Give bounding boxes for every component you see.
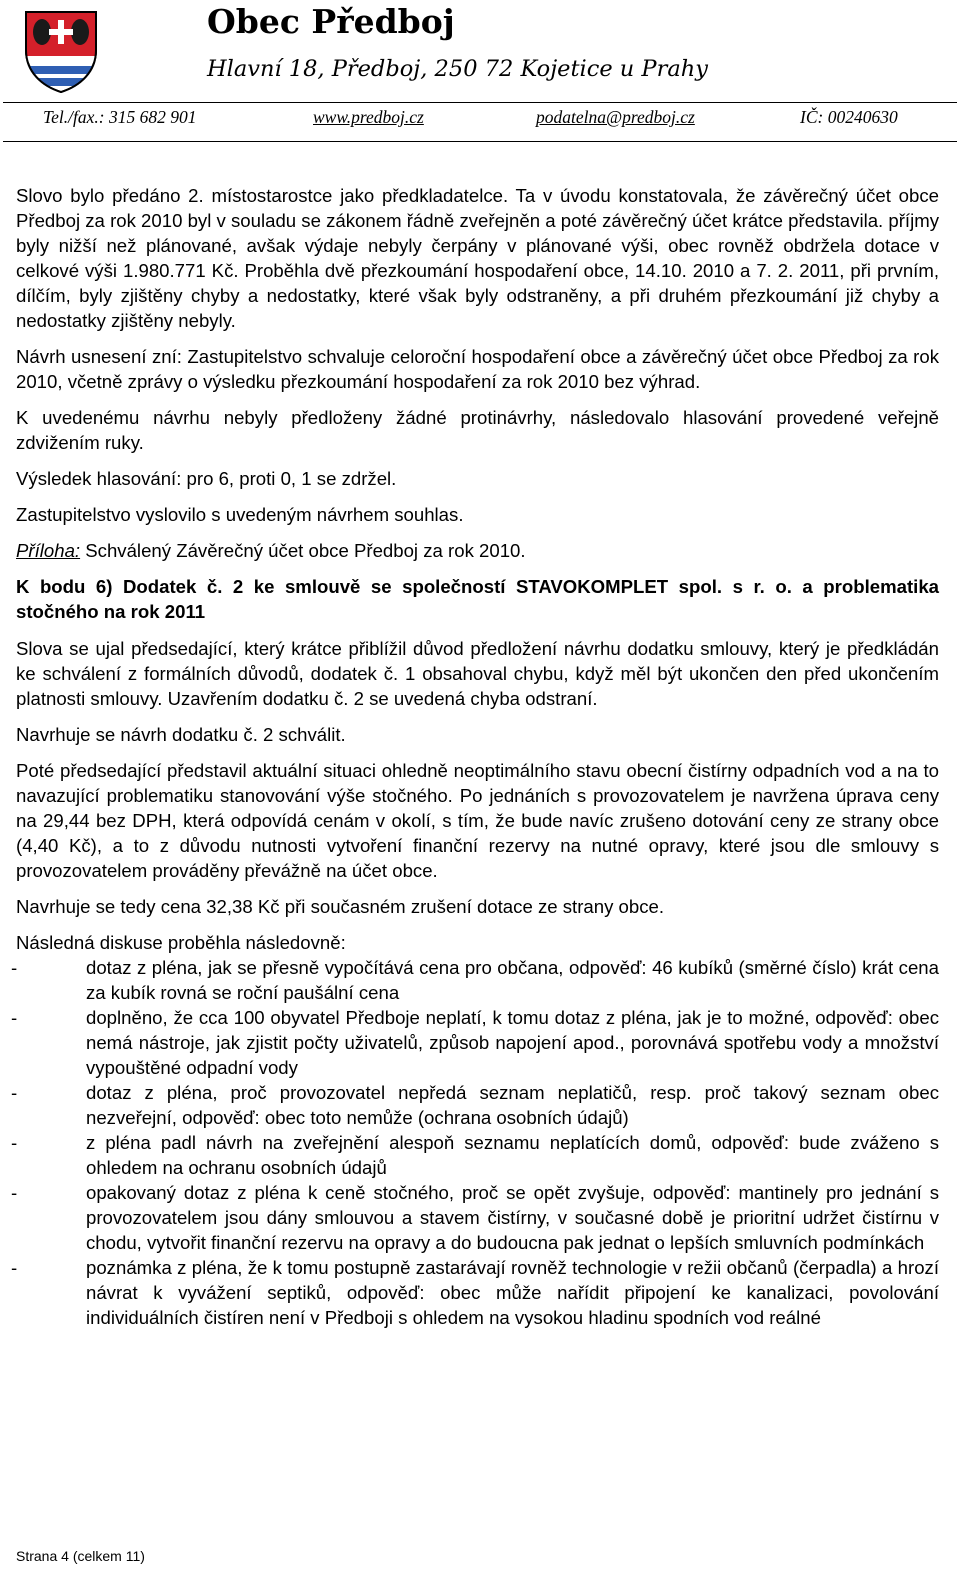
paragraph: Navrhuje se tedy cena 32,38 Kč při současném zrušení dotace ze strany obce. — [16, 896, 665, 917]
page-number: Strana 4 (celkem 11) — [16, 1548, 145, 1564]
paragraph: Výsledek hlasování: pro 6, proti 0, 1 se zdržel. — [16, 468, 397, 489]
website-link[interactable]: www.predboj.cz — [313, 107, 424, 127]
paragraph: Poté předsedající představil aktuální situaci ohledně neoptimálního stavu obecní čistírny odpadních vod a na to navazující problematiku stanovování výše stočného. Po jednáních s provozovatelem je navržena úprava ceny na 29,44 bez DPH, která odpovídá cenám v okolí, s tím, že bude navíc zrušeno dotování ceny ze strany obce (4,40 Kč), a to z důvodu nutnosti vytvoření finanční rezervy na nutné opravy, které jsou dle smlouvy s provozovatelem prováděny převážně na účet obce. — [16, 760, 939, 881]
email-link[interactable]: podatelna@predboj.cz — [536, 107, 695, 127]
list-dash: - — [11, 1132, 18, 1153]
section-heading: K bodu 6) Dodatek č. 2 ke smlouvě se společností STAVOKOMPLET spol. s r. o. a problematika stočného na rok 2011 — [16, 576, 939, 622]
list-item — [11, 1080, 939, 1130]
list-dash: - — [11, 1182, 18, 1203]
attachment-label: Příloha: — [16, 540, 81, 561]
list-item — [11, 1005, 939, 1080]
list-dash: - — [11, 1257, 18, 1278]
list-item-text: z pléna padl návrh na zveřejnění alespoň seznamu neplatících domů, odpověď: bude zváženo s ohledem na ochranu osobních údajů — [86, 1132, 939, 1178]
attachment-note — [16, 538, 939, 563]
list-dash: - — [11, 1082, 18, 1103]
list-item-text: doplněno, že cca 100 obyvatel Předboje neplatí, k tomu dotaz z pléna, jak je to možné, odpověď: obec nemá nástroje, jak zjistit počty uživatelů, způsob napojení apod., porovnává spotřebu vody a množství vypouštěné odpadní vody — [86, 1007, 939, 1078]
list-dash: - — [11, 1007, 18, 1028]
document-body — [11, 183, 939, 1330]
list-item — [11, 955, 939, 1005]
paragraph: Zastupitelstvo vyslovilo s uvedeným návrhem souhlas. — [16, 504, 464, 525]
list-item-text: opakovaný dotaz z pléna k ceně stočného, proč se opět zvyšuje, odpověď: mantinely pro jednání s provozovatelem jsou dány smlouvou a stavem čistírny, v současné době je prioritní udržet čistírnu v chodu, vytvořit finanční rezervu na opravy a do budoucna pak jednat o lepších smluvních podmínkách — [86, 1182, 939, 1253]
phone-fax: Tel./fax.: 315 682 901 — [43, 107, 197, 127]
list-item-text: poznámka z pléna, že k tomu postupně zastarávají rovněž technologie v režii občanů (čerpadla) a hrozí návrat k vyvážení septiků, odpověď: obec může nařídit připojení ke kanalizaci, povolování individuálních čistíren není v Předboji s ohledem na vysokou hladinu spodních vod reálné — [86, 1257, 939, 1328]
header-rule-bottom — [3, 141, 957, 142]
list-item-text: dotaz z pléna, jak se přesně vypočítává cena pro občana, odpověď: 46 kubíků (směrné číslo) krát cena za kubík rovná se roční paušální cena — [86, 957, 939, 1003]
paragraph: Navrhuje se návrh dodatku č. 2 schválit. — [16, 724, 346, 745]
paragraph: Slova se ujal předsedající, který krátce přiblížil důvod předložení návrhu dodatku smlouvy, který je předkládán ke schválení z formálních důvodů, dodatek č. 1 obsahoval chybu, když měl být ukončen den před ukončením platnosti smlouvy. Uzavřením dodatku č. 2 se uvedená chyba odstraní. — [16, 638, 939, 709]
paragraph: K uvedenému návrhu nebyly předloženy žádné protinávrhy, následovalo hlasování provedené veřejně zdvižením ruky. — [16, 407, 939, 453]
municipal-coat-of-arms — [18, 8, 104, 94]
paragraph: Slovo bylo předáno 2. místostarostce jako předkladatelce. Ta v úvodu konstatovala, že závěrečný účet obce Předboj za rok 2010 byl v souladu se zákonem řádně zveřejněn a poté závěrečný účet krátce představila. příjmy byly nižší než plánované, avšak výdaje nebyly čerpány v plánované výši, obec rovněž obdržela dotace v celkové výši 1.980.771 Kč. Proběhla dvě přezkoumání hospodaření obce, 14.10. 2010 a 7. 2. 2011, při prvním, dílčím, byly zjištěny chyby a nedostatky, které však byly odstraněny, a při druhém přezkoumání již chyby a nedostatky zjištěny nebyly. — [16, 185, 939, 331]
discussion-list — [11, 955, 939, 1330]
paragraph: Následná diskuse proběhla následovně: — [16, 932, 346, 953]
list-item — [11, 1180, 939, 1255]
attachment-text: Schválený Závěrečný účet obce Předboj za rok 2010. — [80, 540, 526, 561]
list-item — [11, 1130, 939, 1180]
contact-bar — [3, 107, 957, 131]
paragraph: Návrh usnesení zní: Zastupitelstvo schvaluje celoroční hospodaření obce a závěrečný účet obce Předboj za rok 2010, včetně zprávy o výsledku přezkoumání hospodaření za rok 2010 bez výhrad. — [16, 346, 939, 392]
list-dash: - — [11, 957, 18, 978]
municipality-title: Obec Předboj — [207, 2, 455, 41]
list-item-text: dotaz z pléna, proč provozovatel nepředá seznam neplatičů, resp. proč takový seznam obec nezveřejní, odpověď: obec toto nemůže (ochrana osobních údajů) — [86, 1082, 939, 1128]
list-item — [11, 1255, 939, 1330]
header-rule-top — [3, 102, 957, 103]
municipality-address: Hlavní 18, Předboj, 250 72 Kojetice u Prahy — [207, 56, 708, 82]
ico-number: IČ: 00240630 — [800, 107, 898, 127]
